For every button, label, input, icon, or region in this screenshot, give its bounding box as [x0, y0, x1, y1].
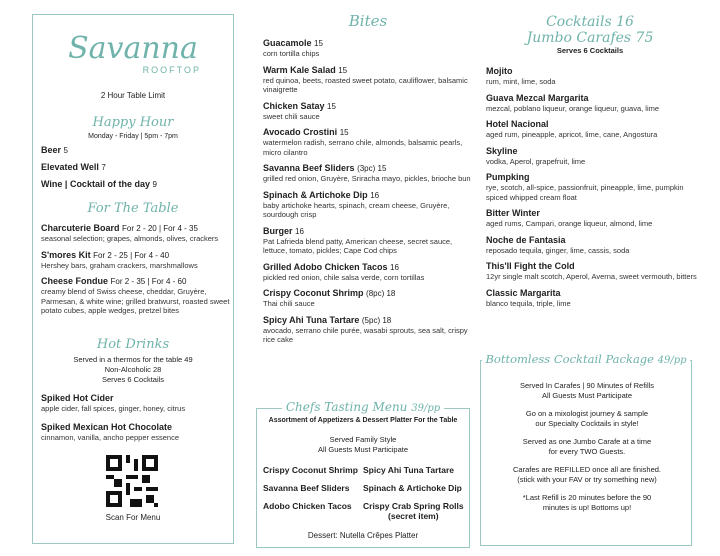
tasting-info: Served Family Style All Guests Must Participate — [317, 435, 409, 454]
list-item: Mojito rum, mint, lime, soda — [486, 66, 556, 86]
tasting-grid: Crispy Coconut Shrimp Spicy Ahi Tuna Tartare Savanna Beef Sliders Spinach & Artichoke Dip Adobo Chicken Tacos Crispy Crab Spring Rolls (secret item) — [263, 465, 464, 521]
list-item: Spicy Ahi Tuna Tartare (5pc) 18 avocado, serrano chile purée, wasabi sprouts, sea salt, crispy rice cake — [263, 314, 468, 344]
tasting-panel — [256, 400, 470, 548]
tasting-line1: Assortment of Appetizers & Dessert Platter For the Table — [268, 417, 458, 424]
bottomless-info: Served In Carafes | 90 Minutes of Refills All Guests Must Participate Go on a mixologist journey & sample our Specialty Cocktails in style! Served as one Jumbo Carafe at a time for every TWO Guests. Carafes are REFILLED once all are finished. (stick with your FAV or try something new) *Last Refill is 20 minutes before the 90 minutes is up! Bottoms up! — [513, 381, 661, 512]
list-item: Grilled Adobo Chicken Tacos 16 pickled red onion, chile salsa verde, corn tortillas — [263, 261, 425, 282]
list-item: Savanna Beef Sliders (3pc) 15 grilled red onion, Gruyère, Sriracha mayo, pickles, brioche bun — [263, 163, 471, 183]
list-item: Hotel Nacional aged rum, pineapple, apricot, lime, cane, Angostura — [486, 119, 658, 139]
list-item: Avocado Crostini 15 watermelon radish, serrano chile, almonds, balsamic pearls, micro cilantro — [263, 127, 463, 157]
list-item: Charcuterie Board For 2 - 20 | For 4 - 35 seasonal selection; grapes, almonds, olives, crackers — [41, 223, 219, 243]
scan-label: Scan For Menu — [105, 513, 161, 522]
happy-hour-hours: Monday - Friday | 5pm - 7pm — [88, 133, 178, 140]
for-the-table-list — [41, 223, 231, 322]
for-the-table-title: For The Table — [87, 201, 179, 216]
list-item: Spiked Hot Cider apple cider, fall spices, ginger, honey, citrus — [41, 393, 186, 413]
tasting-dessert: Dessert: Nutella Crêpes Platter — [307, 531, 419, 540]
list-item: Classic Margarita blanco tequila, triple, lime — [486, 287, 571, 308]
bites-title: Bites — [348, 12, 388, 30]
happy-hour-item: Beer 5 — [41, 145, 68, 155]
list-item: Guava Mezcal Margarita mezcal, poblano liqueur, orange liqueur, guava, lime — [486, 92, 660, 113]
happy-hour-title: Happy Hour — [92, 115, 174, 130]
cocktails-title: Cocktails 16 — [546, 14, 634, 30]
list-item: Cheese Fondue For 2 - 35 | For 4 - 60 creamy blend of Swiss cheese, cheddar, Gruyère, Parmesan, & white wine; grilled bratwurst, roasted sweet potato cubes, apple wedges, pretzel bites — [41, 276, 230, 315]
list-item: Skyline vodka, Aperol, grapefruit, lime — [486, 145, 586, 166]
logo-sub: ROOFTOP — [142, 65, 201, 75]
list-item: This'll Fight the Cold 12yr single malt scotch, Aperol, Averna, sweet vermouth, bitters — [486, 261, 697, 281]
bottomless-panel — [480, 352, 692, 546]
list-item: Spiked Mexican Hot Chocolate cinnamon, vanilla, ancho pepper essence — [41, 421, 180, 442]
happy-hour-item: Wine | Cocktail of the day 9 — [41, 179, 157, 189]
happy-hour-item: Elevated Well 7 — [41, 162, 106, 172]
tasting-title: Chefs Tasting Menu 39/pp — [257, 400, 469, 414]
happy-hour-list — [41, 145, 231, 190]
list-item: Noche de Fantasia reposado tequila, ginger, lime, cassis, soda — [486, 234, 630, 255]
cocktails-header — [480, 14, 700, 55]
list-item: Guacamole 15 corn tortilla chips — [263, 38, 323, 58]
list-item: Spinach & Artichoke Dip 16 baby artichoke hearts, spinach, cream cheese, Gruyère, sourdough crisp — [263, 189, 450, 219]
bites-section — [258, 12, 478, 36]
list-item: Chicken Satay 15 sweet chili sauce — [263, 100, 336, 121]
hot-drinks-info: Served in a thermos for the table 49 Non-Alcoholic 28 Serves 6 Cocktails — [73, 355, 193, 384]
logo-text: Savanna — [68, 31, 198, 66]
list-item: Crispy Coconut Shrimp (8pc) 18 Thai chili sauce — [263, 288, 396, 308]
list-item: Burger 16 Pat Lafrieda blend patty, American cheese, secret sauce, lettuce, tomato, pickles; Cape Cod chips — [263, 225, 453, 255]
hot-drinks-list — [41, 393, 231, 448]
list-item: S'mores Kit For 2 - 25 | For 4 - 40 Hershey bars, graham crackers, marshmallows — [41, 249, 198, 270]
logo — [63, 33, 203, 75]
cocktails-title2: Jumbo Carafes 75 — [526, 30, 654, 46]
bottomless-title: Bottomless Cocktail Package 49/pp — [481, 352, 691, 366]
list-item: Bitter Winter aged rums, Campari, orange liqueur, almond, lime — [486, 208, 653, 228]
qr-code[interactable] — [106, 455, 158, 507]
bites-list — [263, 38, 478, 351]
cocktails-list — [486, 66, 700, 314]
list-item: Pumpking rye, scotch, all-spice, passionfruit, pineapple, lime, pumpkin spiced whipped cream float — [486, 172, 684, 202]
hot-drinks-title: Hot Drinks — [96, 337, 170, 352]
cocktails-serves: Serves 6 Cocktails — [556, 46, 624, 55]
list-item: Warm Kale Salad 15 red quinoa, beets, roasted sweet potato, cauliflower, balsamic vinaigrette — [263, 64, 468, 94]
table-limit: 2 Hour Table Limit — [100, 91, 166, 100]
left-panel — [32, 14, 234, 544]
